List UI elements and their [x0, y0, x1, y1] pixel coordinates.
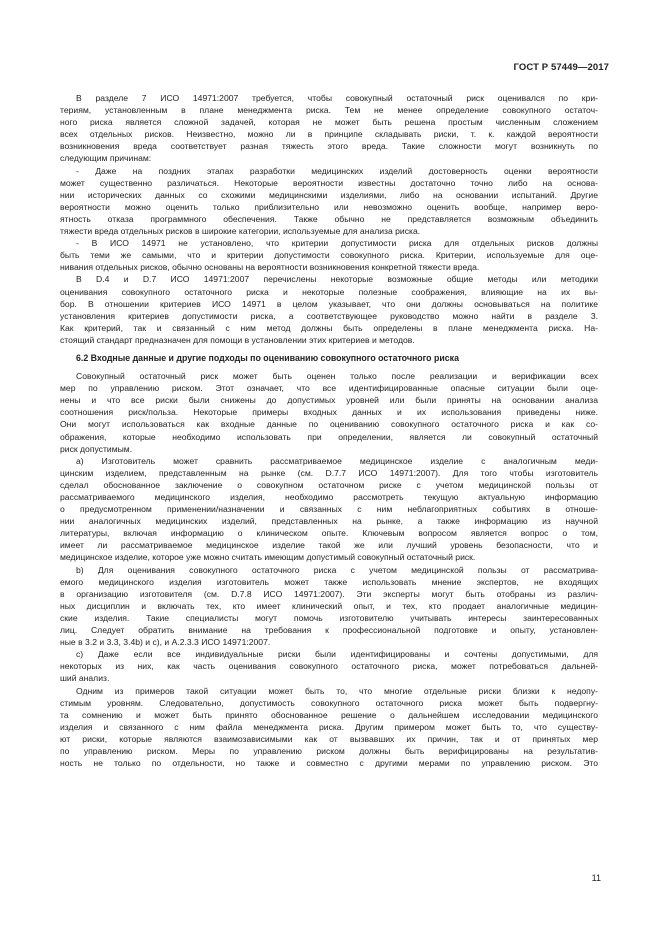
text-line: всех отдельных рисков. Неизвестно, можно ли в принципе складывать риски, т. к. каждой вероятности: [60, 129, 598, 140]
text-line: изделия и связанного с ним файла менеджмента риска. Другим примером может быть то, что существу-: [60, 721, 598, 732]
text-line: в организацию изготовителя (см. D.7.8 ИСО 14971:2007). Эти эксперты могут быть отобраны из различ-: [60, 588, 598, 599]
text-line: быть теми же самыми, что и критерии допустимости совокупного риска. Критерии, используемые для оце-: [60, 250, 598, 261]
text-line: Совокупный остаточный риск может быть оценен только после реализации и верификации всех: [76, 371, 598, 382]
text-line: стоящий стандарт предназначен для помощи в установлении этих критериев и методов.: [60, 334, 415, 345]
text-line: стимым уровням. Следовательно, допустимость совокупного остаточного риска может быть подвергну-: [60, 697, 598, 708]
text-line: b) Для оценивания совокупного остаточного риска с учетом медицинской пользы от рассматрива-: [76, 564, 598, 575]
text-line: - В ИСО 14971 не установлено, что критерии допустимости риска для отдельных рисков должны: [76, 238, 598, 249]
text-line: оценивания совокупного остаточного риска и некоторые полезные соображения, влияющие на их вы-: [60, 286, 598, 297]
text-line: риск допустимым.: [60, 443, 133, 454]
text-line: бор. В отношении критериев ИСО 14971 в целом указывает, что они должны основываться на политике: [60, 298, 598, 309]
text-line: та сомнению и может быть принято обоснованное решение о дальнейшем исследовании медицинского: [60, 709, 598, 720]
text-line: цинским изделием, представленным на рынке (см. D.7.7 ИСО 14971:2007). Для того чтобы изготовитель: [60, 467, 598, 478]
text-line: ображения, которые необходимо использовать при определении, является ли совокупный остаточный: [60, 431, 598, 442]
text-line: с) Даже если все индивидуальные риски были идентифицированы и сочтены допустимыми, для: [76, 649, 598, 660]
text-line: может существенно различаться. Некоторые вероятности известны достаточно точно либо на основа-: [60, 177, 598, 188]
text-line: Одним из примеров такой ситуации может быть то, что многие отдельные риски близки к недопу-: [76, 685, 598, 696]
text-line: ные в 3.2 и 3.3, 3.4b) и с), и А.2.3.3 ИСО 14971:2007.: [60, 637, 271, 648]
text-line: ют риски, которые являются взаимозависимыми как от вызвавших их причин, так и от принятых мер: [60, 733, 598, 744]
text-line: емого медицинского изделия изготовитель может также использовать мнение экспертов, не входящих: [60, 576, 598, 587]
text-line: имеет ли рассматриваемое медицинское изделие такой же или лучший уровень безопасности, что и: [60, 540, 598, 551]
text-line: ного риска является сложной задачей, которая не может быть решена простым численным сложением: [60, 117, 598, 128]
text-line: тяжести вреда отдельных рисков в широкие категории, используемые для анализа риска.: [60, 226, 421, 237]
text-line: а) Изготовитель может сравнить рассматриваемое медицинское изделие с аналогичным меди-: [76, 455, 598, 466]
text-line: некоторых из них, как часть оценивания совокупного остаточного риска, может потребоваться дальней-: [60, 661, 598, 672]
text-line: сделал обоснованное заключение о совокупном остаточном риске с учетом медицинской пользы от: [60, 479, 598, 490]
text-line: мер по управлению риском. Этот означает, что все идентифицированные опасные ситуации были оце-: [60, 383, 598, 394]
section-heading: 6.2 Входные данные и другие подходы по оцениванию совокупного остаточного риска: [76, 352, 459, 363]
text-line: медицинское изделие, которое уже можно считать имеющим допустимый совокупный остаточный риск.: [60, 552, 476, 563]
document-code-header: ГОСТ Р 57449—2017: [513, 62, 609, 73]
text-line: ший анализ.: [60, 673, 110, 684]
text-line: териям, установленным в плане менеджмента риска. Тем не менее определение совокупного остаточ-: [60, 105, 598, 116]
text-line: В D.4 и D.7 ИСО 14971:2007 перечислены некоторые возможные общие методы или методики: [76, 274, 598, 285]
text-line: следующим причинам:: [60, 153, 152, 164]
text-line: В разделе 7 ИСО 14971:2007 требуется, чтобы совокупный остаточный риск оценивался по кри-: [76, 93, 598, 103]
document-body: [60, 92, 598, 769]
text-line: вероятности можно оценить только приблизительно или невозможно оценить вообще, например веро-: [60, 201, 598, 212]
text-line: нены и что все риски были снижены до допустимых уровней или были приняты на основании анализа: [60, 395, 598, 406]
text-line: лиц. Следует обратить внимание на требования к профессиональной подготовке и опыту, установлен-: [60, 625, 598, 636]
text-line: ятность отказа программного обеспечения. Также обычно не представляется возможным объединить: [60, 213, 598, 224]
page-number: 11: [591, 873, 601, 883]
text-line: по управлению риском. Меры по управлению риском должны быть верифицированы на результатив-: [60, 745, 598, 756]
text-line: нии исторических данных со схожими медицинскими изделиями, либо на основании испытаний. Другие: [60, 189, 598, 200]
text-line: ность не только по отдельности, но также и совместно с другими мерами по управлению риском. Это: [60, 758, 598, 769]
text-line: соотношения риск/польза. Некоторые примеры входных данных и их использования приведены ниже.: [60, 407, 598, 418]
text-line: о предусмотренном применении/назначении и связанных с ним неблагоприятных событиях в отноше-: [60, 504, 598, 515]
text-line: - Даже на поздних этапах разработки медицинских изделий достоверность оценки вероятности: [76, 165, 598, 176]
text-line: ские изделия. Такие специалисты могут помочь изготовителю учитывать интересы заинтересованных: [60, 612, 598, 623]
text-line: возникновения вреда соответствует разная тяжесть этого вреда. Такие сложности могут возникнуть по: [60, 141, 598, 152]
text-line: Как критерий, так и связанный с ним метод должны быть определены в плане менеджмента риска. На-: [60, 322, 598, 333]
text-line: нивания отдельных рисков, обычно основаны на вероятности возникновения конкретной тяжести вреда.: [60, 262, 480, 273]
text-line: установления критериев допустимости риска, а соответствующее руководство можно найти в разделе 3.: [60, 310, 598, 321]
text-line: рассматриваемого медицинского изделия, необходимо рассмотреть текущую актуальную информацию: [60, 492, 598, 502]
text-line: ных дисциплин и включать тех, кто имеет клинический опыт, и тех, кто продает аналогичные медицин-: [60, 600, 598, 611]
text-line: литературы, включая информацию о клиническом опыте. Ключевым вопросом является вопрос о том,: [60, 528, 598, 539]
text-line: Они могут использоваться как входные данные по оцениванию совокупного остаточного риска и как со-: [60, 419, 598, 430]
text-line: нии аналогичных медицинских изделий, представленных на рынке, а также информацию из научной: [60, 516, 598, 527]
